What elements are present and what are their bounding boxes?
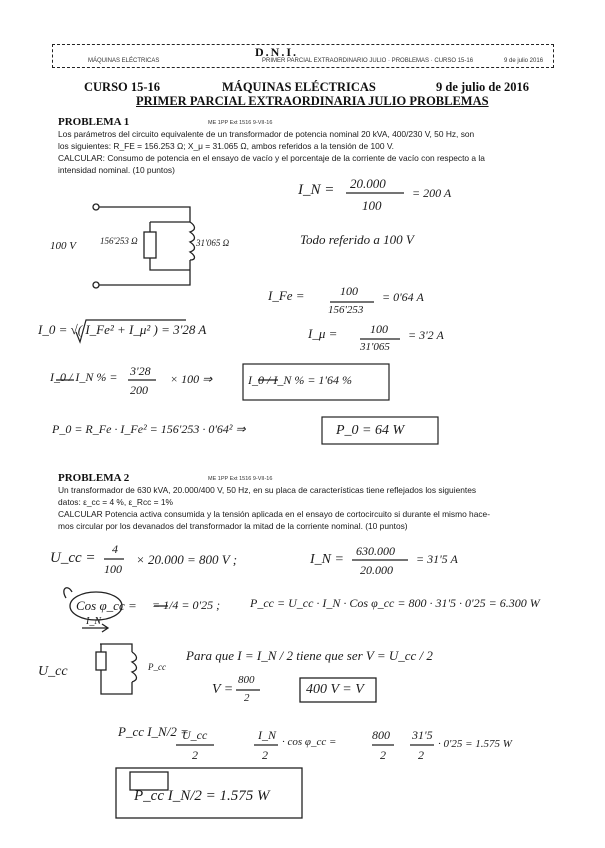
header-date-small: 9 de julio 2016 — [504, 58, 544, 64]
p1-pct-den: 200 — [130, 383, 148, 397]
p2-note: Para que I = I_N / 2 tiene que ser V = U_cc / 2 — [186, 648, 433, 663]
p1-ife-den: 156'253 — [328, 304, 364, 316]
p2-v-num: 800 — [238, 674, 255, 686]
header-exam-small: PRIMER PARCIAL EXTRAORDINARIO JULIO · PROBLEMAS · CURSO 15-16 — [262, 58, 474, 64]
p1-pct-num: 3'28 — [130, 364, 151, 378]
p2-ucc-res: × 20.000 = 800 V ; — [136, 552, 238, 567]
problem2-line4: mos circular por los devanados del transformador la mitad de la corriente nominal. (10 puntos) — [58, 521, 408, 531]
p1-ife-lhs: I_Fe = — [268, 288, 305, 303]
p2-pcc-label: P_cc — [148, 662, 166, 672]
p1-in-den: 100 — [362, 198, 382, 213]
p2-ucc-lhs: U_cc = — [50, 550, 96, 566]
problem2-label: PROBLEMA 2 — [58, 472, 130, 484]
p2-p-mid: · cos φ_cc = — [282, 736, 337, 748]
p1-p0-eq: P_0 = R_Fe · I_Fe² = 156'253 · 0'64² ⇒ — [52, 422, 246, 436]
p2-p-num4: 31'5 — [412, 728, 433, 742]
exam-date: 9 de julio de 2016 — [436, 80, 530, 94]
p2-ucc-num: 4 — [112, 542, 118, 556]
p1-pct-lhs: I_0 / I_N % = — [50, 370, 118, 384]
p2-in-num: 630.000 — [356, 544, 395, 558]
p2-in-lhs: I_N = — [310, 552, 344, 567]
p2-ucc-label: U_cc — [38, 664, 68, 679]
problem2-line1: Un transformador de 630 kVA, 20.000/400 V, 50 Hz, en su placa de características tiene reflejados los siguientes — [58, 485, 477, 495]
problem1-line1: Los parámetros del circuito equivalente de un transformador de potencia nominal 20 kVA, 400/230 V, 50 Hz, son — [58, 129, 475, 139]
subject-title: MÁQUINAS ELÉCTRICAS — [222, 80, 376, 94]
p2-ucc-den: 100 — [104, 562, 122, 576]
p2-cos-frac: = 1/4 = 0'25 ; — [152, 598, 221, 612]
problem1-label: PROBLEMA 1 — [58, 116, 130, 128]
p1-ife-res: = 0'64 A — [382, 290, 424, 304]
p2-in-den: 20.000 — [360, 563, 393, 577]
problem1-line3: CALCULAR: Consumo de potencia en el ensayo de vacío y el porcentaje de la corriente de vacío con respecto a la — [58, 153, 485, 163]
p2-v-box: 400 V = V — [306, 682, 364, 697]
problem2-meta: ME 1PP Ext 1516 9-VII-16 — [208, 476, 273, 482]
dni-label: D.N.I. — [255, 45, 299, 59]
p2-cos-lhs: Cos φ_cc = — [76, 598, 137, 613]
p2-p-den1: 2 — [192, 748, 198, 762]
p2-v-den: 2 — [244, 692, 250, 704]
p2-p-den3: 2 — [380, 748, 386, 762]
p2-p-res: · 0'25 = 1.575 W — [438, 738, 512, 750]
exam-title: PRIMER PARCIAL EXTRAORDINARIA JULIO PROBLEMAS — [136, 94, 489, 108]
p1-in-res: = 200 A — [412, 186, 452, 200]
p1-ife-num: 100 — [340, 284, 358, 298]
p1-p0-box: P_0 = 64 W — [336, 423, 405, 438]
p1-xmu: 31'065 Ω — [196, 238, 230, 248]
p1-pct-box: I_0 / I_N % = 1'64 % — [248, 373, 352, 387]
p1-rfe: 156'253 Ω — [100, 236, 138, 246]
p2-pcc-eq: P_cc = U_cc · I_N · Cos φ_cc = 800 · 31'5 · 0'25 = 6.300 W — [250, 596, 540, 610]
problem2-line2: datos: ε_cc = 4 %, ε_Rcc = 1% — [58, 497, 174, 507]
p2-p-num3: 800 — [372, 728, 390, 742]
problem1-line2: los siguientes: R_FE = 156.253 Ω; X_μ = 31.065 Ω, ambos referidos a la tensión de 100 V. — [58, 141, 394, 151]
p1-in-num: 20.000 — [350, 176, 386, 191]
p2-in-res: = 31'5 A — [416, 552, 458, 566]
p2-arrow-label: I_N — [86, 616, 101, 627]
p2-p-lhs: P_cc I_N/2 = — [118, 724, 189, 739]
p1-in-lhs: I_N = — [298, 182, 335, 198]
p2-p-den4: 2 — [418, 748, 424, 762]
p2-p-den2: 2 — [262, 748, 268, 762]
p2-p-num1: U_cc — [182, 728, 208, 742]
p2-p-num2: I_N — [258, 728, 276, 742]
problem1-meta: ME 1PP Ext 1516 9-VII-16 — [208, 120, 273, 126]
p1-pct-mid: × 100 ⇒ — [170, 372, 213, 386]
p1-volt: 100 V — [50, 240, 76, 252]
p1-note: Todo referido a 100 V — [300, 232, 414, 247]
course-label: CURSO 15-16 — [84, 80, 161, 94]
problem2-line3: CALCULAR Potencia activa consumida y la tensión aplicada en el ensayo de cortocircuito si durante el mismo hace- — [58, 509, 490, 519]
p1-i0-eq: I_0 = √( I_Fe² + I_μ² ) = 3'28 A — [38, 322, 207, 337]
p1-imu-lhs: I_μ = — [308, 326, 338, 341]
p1-imu-res: = 3'2 A — [408, 328, 444, 342]
p1-imu-den: 31'065 — [360, 341, 390, 353]
problem1-line4: intensidad nominal. (10 puntos) — [58, 165, 175, 175]
p2-v-lhs: V = — [212, 682, 234, 697]
header-subject-small: MÁQUINAS ELÉCTRICAS — [88, 58, 160, 64]
p2-final-box: P_cc I_N/2 = 1.575 W — [134, 788, 270, 804]
p1-imu-num: 100 — [370, 322, 388, 336]
